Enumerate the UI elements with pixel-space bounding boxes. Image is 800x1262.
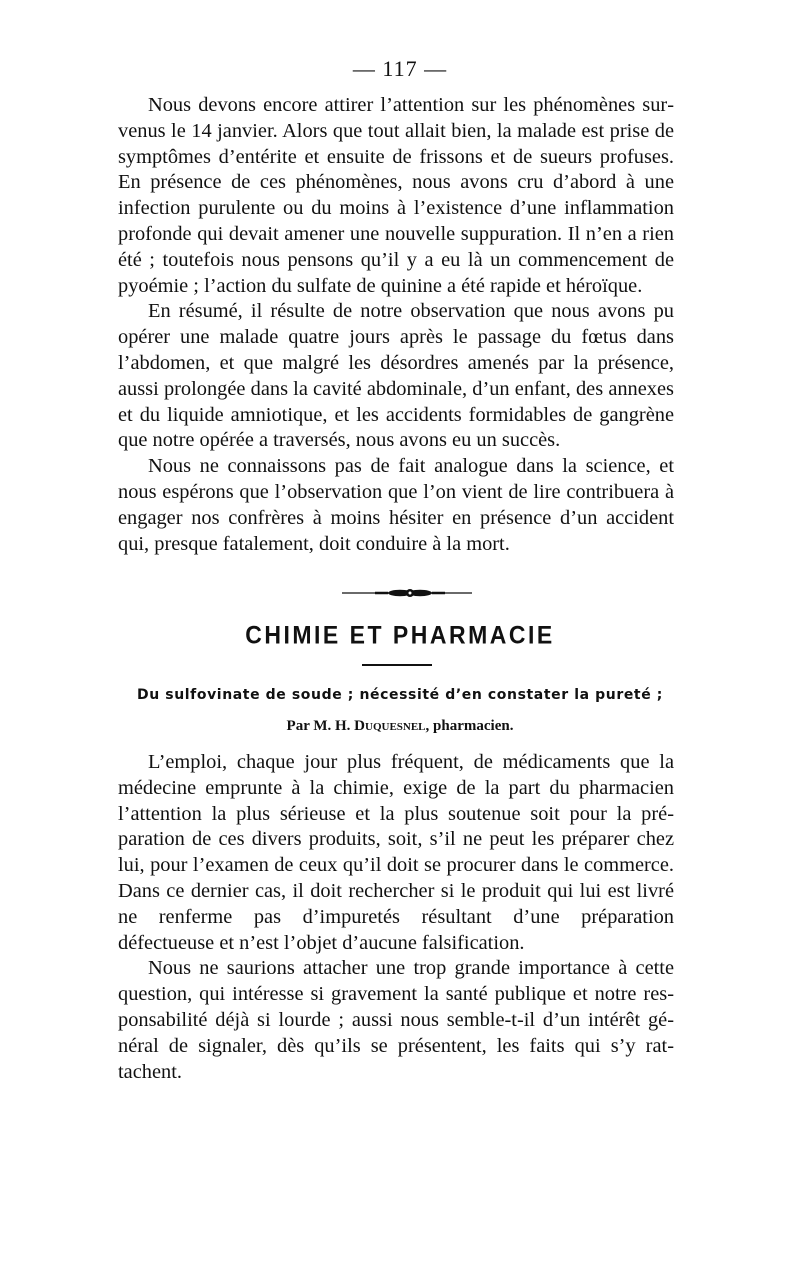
body-text-article xyxy=(118,750,674,1085)
paragraph: Nous ne connaissons pas de fait analogue dans la science, et nous espérons que l’observation que l’on vient de lire contribuera à engager nos confrères à moins hésiter en présence d’un accident qui, presque fatalement, doit conduire à la mort. xyxy=(118,455,674,555)
paragraph: L’emploi, chaque jour plus fréquent, de médicaments que la médecine emprunte à la chimie, exige de la part du pharmacien l’attention la plus sérieuse et la plus soutenue soit pour la préparation de ces divers produits, soit, s’il ne peut les préparer chez lui, pour l’examen de ceux qu’il doit se procurer dans le commerce. Dans ce dernier cas, il doit rechercher si le produit qui lui est livré ne renferme pas d’impuretés résultant d’une préparation défectueuse et n’est l’objet d’aucune falsification. xyxy=(118,751,674,954)
paragraph: En résumé, il résulte de notre observation que nous avons pu opérer une malade quatre jours après le passage du fœtus dans l’abdomen, et que malgré les désordres amenés par la présence, aussi prolongée dans la cavité abdominale, d’un enfant, des annexes et du liquide amniotique, et les accidents formidables de gangrène que notre opérée a traversés, nous avons eu un succès. xyxy=(118,300,674,452)
article-title: Du sulfovinate de soude ; nécessité d’en constater la pureté ; xyxy=(137,687,663,703)
paragraph: Nous devons encore attirer l’attention sur les phénomènes survenus le 14 janvier. Alors que tout allait bien, la malade est prise de symptômes d’entérite et ensuite de frissons et de sueurs profuses. En présence de ces phénomènes, nous avons cru d’abord à une infection purulente ou du moins à l’existence d’une inflammation profonde qui devait amener une nouvelle suppuration. Il n’en a rien été ; toutefois nous pensons qu’il y a eu là un commencement de pyoémie ; l’action du sulfate de quinine a été rapide et héroïque. xyxy=(118,94,674,297)
title-rule xyxy=(362,664,432,666)
byline-author: Duquesnel xyxy=(354,718,426,734)
byline-prefix: Par M. H. xyxy=(286,718,351,734)
page-number: — 117 — xyxy=(352,56,448,81)
article-byline xyxy=(0,718,800,735)
ornamental-divider xyxy=(340,586,474,600)
body-text-top xyxy=(118,93,674,557)
paragraph: Nous ne saurions attacher une trop grande importance à cette question, qui intéresse si gravement la santé publique et notre responsabilité déjà si lourde ; aussi nous semble-t-il d’un intérêt général de signaler, dès qu’ils se présentent, les faits qui s’y rattachent. xyxy=(118,957,674,1083)
byline-suffix: , pharmacien. xyxy=(425,718,514,734)
section-title: CHIMIE ET PHARMACIE xyxy=(245,620,555,649)
